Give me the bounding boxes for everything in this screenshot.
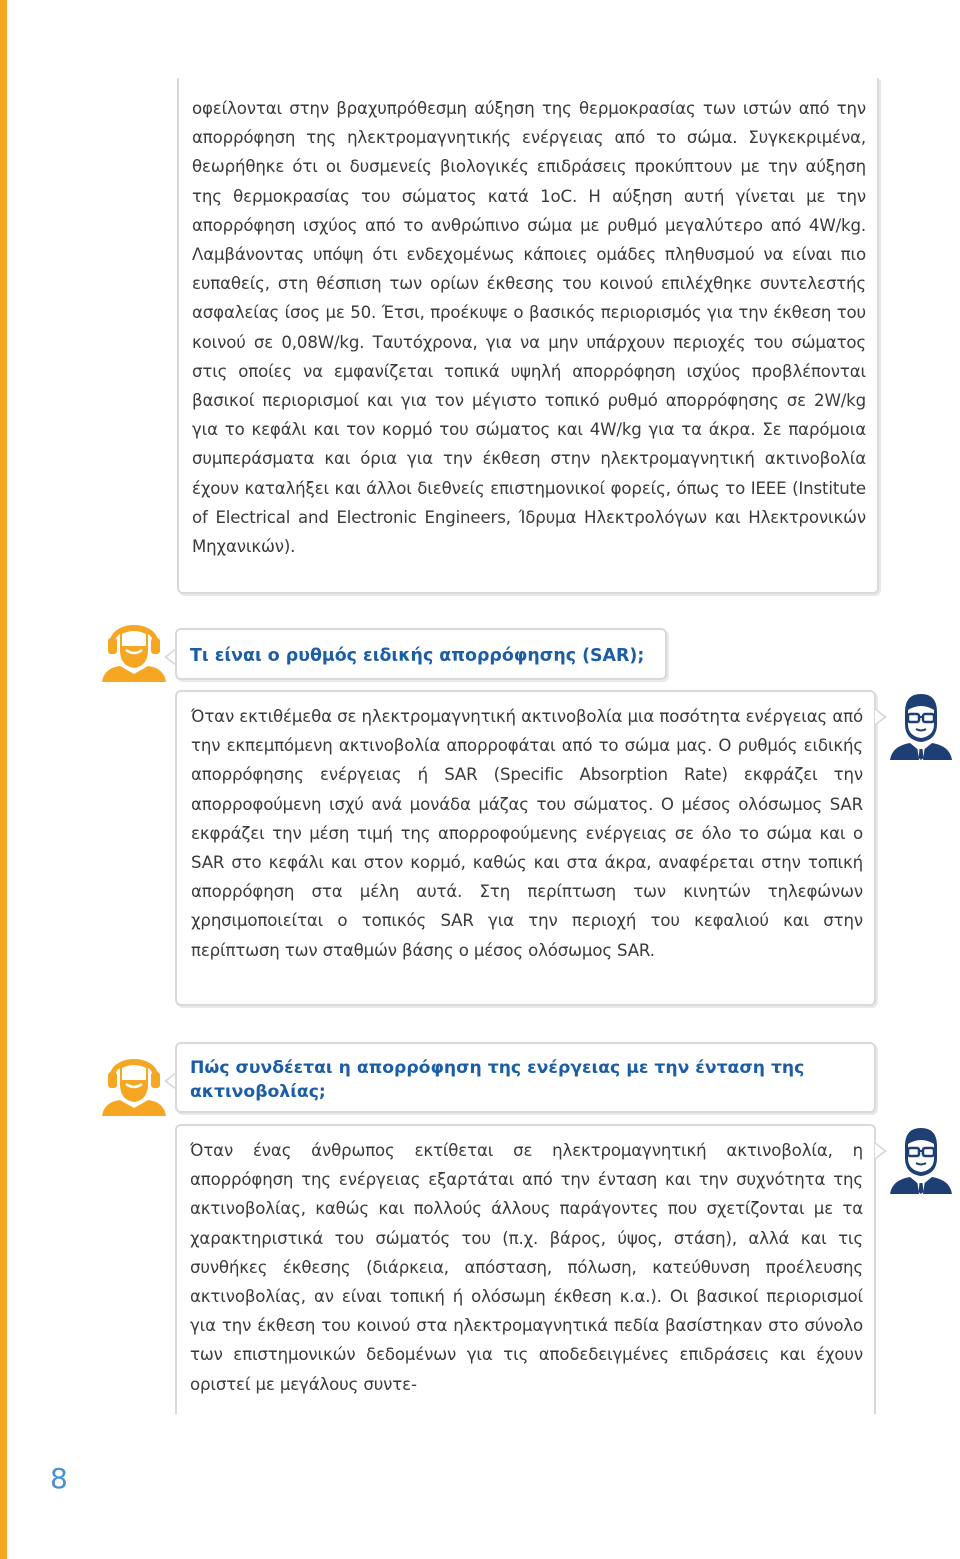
question-1-text: Τι είναι ο ρυθμός ειδικής απορρόφησης (SAR);: [190, 646, 645, 666]
answer-2-tail: [875, 1142, 887, 1160]
answer-2-bubble: [175, 1124, 876, 1414]
answer-1-bubble: [175, 690, 876, 1006]
bearded-man-headset-icon: [100, 1046, 168, 1116]
bearded-man-headset-icon: [100, 612, 168, 682]
answer-2-text: Όταν ένας άνθρωπος εκτίθεται σε ηλεκτρομαγνητική ακτινοβολία, η απορρόφηση της ενέργειας εξαρτάται από την ένταση και την συχνότητα της ακτινοβολίας, καθώς και πολλούς άλλους παράγοντες που σχετίζονται με τα χαρακτηριστικά του σώματός του (π.χ. βάρος, ύψος, στάση), αλλά και τις συνθήκες έκθεσης (διάρκεια, απόσταση, πόλωση, κατεύθυνση προέλευσης ακτινοβολίας, αν είναι τοπική ή ολόσωμη έκθεση κ.α.). Οι βασικοί περιορισμοί για την έκθεση του κοινού στα ηλεκτρομαγνητικά πεδία βασίστηκαν στο σύνολο των επιστημονικών δεδομένων για τις αποδεδειγμένες επιδράσεις και έχουν οριστεί με μεγάλους συντε-: [190, 1141, 863, 1394]
question-2-text: Πώς συνδέεται η απορρόφηση της ενέργειας με την ένταση της ακτινοβολίας;: [190, 1058, 805, 1102]
question-2-box: [175, 1042, 876, 1113]
answer-1-tail: [875, 708, 887, 726]
man-glasses-suit-icon: [888, 1124, 954, 1194]
man-glasses-suit-icon: [888, 690, 954, 760]
page-number: 8: [50, 1462, 68, 1495]
intro-paragraph: οφείλονται στην βραχυπρόθεσμη αύξηση της θερμοκρασίας των ιστών από την απορρόφηση της ηλεκτρομαγνητικής ενέργειας από το σώμα. Συγκεκριμένα, θεωρήθηκε ότι οι δυσμενείς βιολογικές επιδράσεις προκύπτουν με την αύξηση της θερμοκρασίας του σώματος κατά 1οC. Η αύξηση αυτή γίνεται με την απορρόφηση ισχύος από το ανθρώπινο σώμα με ρυθμό μεγαλύτερο από 4W/kg. Λαμβάνοντας υπόψη ότι ενδεχομένως κάποιες ομάδες πληθυσμού να είναι πιο ευπαθείς, στη θέσπιση των ορίων έκθεσης του κοινού επιλέχθηκε συντελεστής ασφαλείας ίσος με 50. Έτσι, προέκυψε ο βασικός περιορισμός για την έκθεση του κοινού σε 0,08W/kg. Ταυτόχρονα, για να μην υπάρχουν περιοχές του σώματος στις οποίες να εμφανίζεται τοπικά υψηλή απορρόφηση ισχύος προβλέπονται βασικοί περιορισμοί και για τον μέγιστο τοπικό ρυθμό απορρόφησης σε 2W/kg για το κεφάλι και τον κορμό του σώματος και 4W/kg για τα άκρα. Σε παρόμοια συμπεράσματα και όρια για την έκθεση στην ηλεκτρομαγνητική ακτινοβολία έχουν καταλήξει και άλλοι διεθνείς επιστημονικοί φορείς, όπως το IEEE (Institute of Electrical and Electronic Engineers, Ίδρυμα Ηλεκτρολόγων και Ηλεκτρονικών Μηχανικών).: [192, 99, 866, 557]
accent-side-bar: [0, 0, 7, 1559]
answer-1-text: Όταν εκτιθέμεθα σε ηλεκτρομαγνητική ακτινοβολία μια ποσότητα ενέργειας από την εκπεμπόμενη ακτινοβολία απορροφάται από το σώμα μας. Ο ρυθμός ειδικής απορρόφησης ενέργειας ή SAR (Specific Absorption Rate) εκφράζει την απορροφούμενη ισχύ ανά μονάδα μάζας του σώματος. Ο μέσος ολόσωμος SAR εκφράζει την μέση τιμή της απορροφούμενης ενέργειας σε όλο το σώμα και ο SAR στο κεφάλι και στον κορμό, καθώς και στα άκρα, αναφέρεται στην τοπική απορρόφηση στα μέλη αυτά. Στη περίπτωση των κινητών τηλεφώνων χρησιμοποιείται ο τοπικός SAR για την περιοχή του κεφαλιού και στην περίπτωση των σταθμών βάσης ο μέσος ολόσωμος SAR.: [191, 707, 863, 960]
question-1-box: [175, 628, 667, 680]
intro-text-bubble: [177, 78, 879, 594]
